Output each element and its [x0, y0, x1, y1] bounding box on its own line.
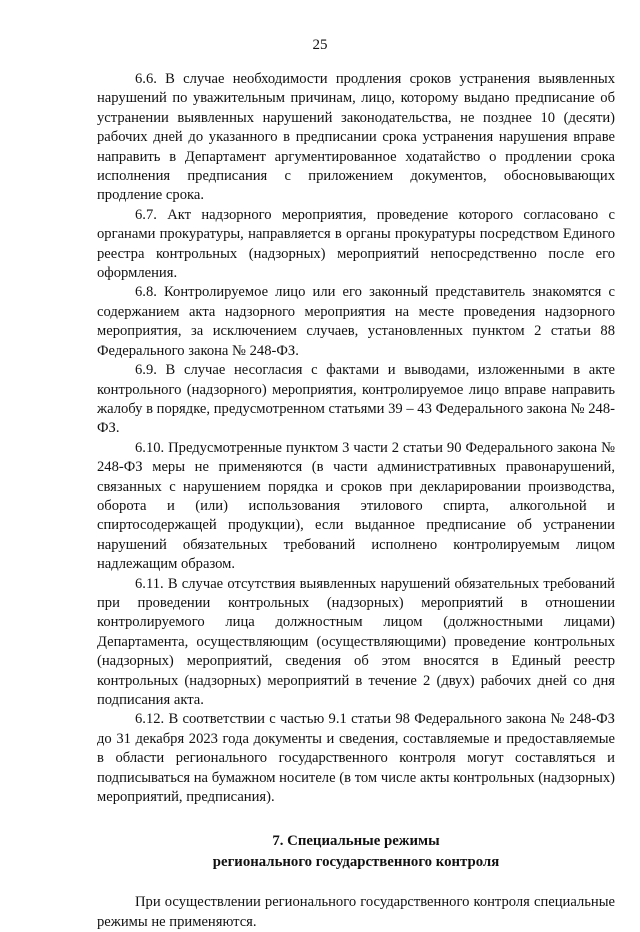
- paragraph-6-6: 6.6. В случае необходимости продления сроков устранения выявленных нарушений по уважительным причинам, лицо, которому выдано предписание об устранении выявленных нарушений законодательства, не позднее 10 (десяти) рабочих дней до указанного в предписании срока устранения нарушения вправе направить в Департамент аргументированное ходатайство о продлении срока исполнения предписания с приложением документов, обосновывающих продление срока.: [97, 71, 615, 204]
- closing-paragraph: При осуществлении регионального государственного контроля специальные режимы не применяются.: [97, 894, 615, 930]
- section-heading: [97, 831, 615, 873]
- document-body: [97, 70, 615, 932]
- paragraph-6-7: 6.7. Акт надзорного мероприятия, проведение которого согласовано с органами прокуратуры, направляется в органы прокуратуры посредством Единого реестра контрольных (надзорных) мероприятий непосредственно после его оформления.: [97, 206, 615, 282]
- paragraph-6-10: 6.10. Предусмотренные пунктом 3 части 2 статьи 90 Федерального закона № 248-ФЗ меры не применяются (в части административных правонарушений, связанных с нарушением порядка и сроков при декларировании производства, оборота и (или) использования этилового спирта, алкогольной и спиртосодержащей продукции), если выданное предписание об устранении нарушений обязательных требований исполнено контролируемым лицом надлежащим образом.: [97, 439, 615, 573]
- paragraph-6-8: 6.8. Контролируемое лицо или его законный представитель знакомятся с содержанием акта надзорного мероприятия на месте проведения надзорного мероприятия, за исключением случаев, установленных пунктом 2 статьи 88 Федерального закона № 248-ФЗ.: [97, 284, 615, 359]
- paragraph-6-12: 6.12. В соответствии с частью 9.1 статьи 98 Федерального закона № 248-ФЗ до 31 декабря 2023 года документы и сведения, составляемые и предоставляемые в области регионального государственного контроля могут составляться и подписываться на бумажном носителе (в том числе акты контрольных (надзорных) мероприятий, предписания).: [97, 711, 615, 806]
- paragraph-6-11: 6.11. В случае отсутствия выявленных нарушений обязательных требований при проведении контрольных (надзорных) мероприятий в отношении контролируемого лица должностным лицом (должностными лицами) Департамента, осуществляющим (осуществляющими) проведение контрольных (надзорных) мероприятий, сведения об этом вносятся в Единый реестр контрольных (надзорных) мероприятий в течение 2 (двух) рабочих дней со дня подписания акта.: [97, 575, 615, 708]
- section-heading-line-2: регионального государственного контроля: [212, 854, 500, 871]
- section-heading-line-1: 7. Специальные режимы: [272, 833, 440, 850]
- page-number: 25: [312, 37, 328, 53]
- paragraph-6-9: 6.9. В случае несогласия с фактами и выводами, изложенными в акте контрольного (надзорного) мероприятия, контролируемое лицо вправе направить жалобу в порядке, предусмотренном статьями 39 – 43 Федерального закона № 248-ФЗ.: [97, 362, 615, 437]
